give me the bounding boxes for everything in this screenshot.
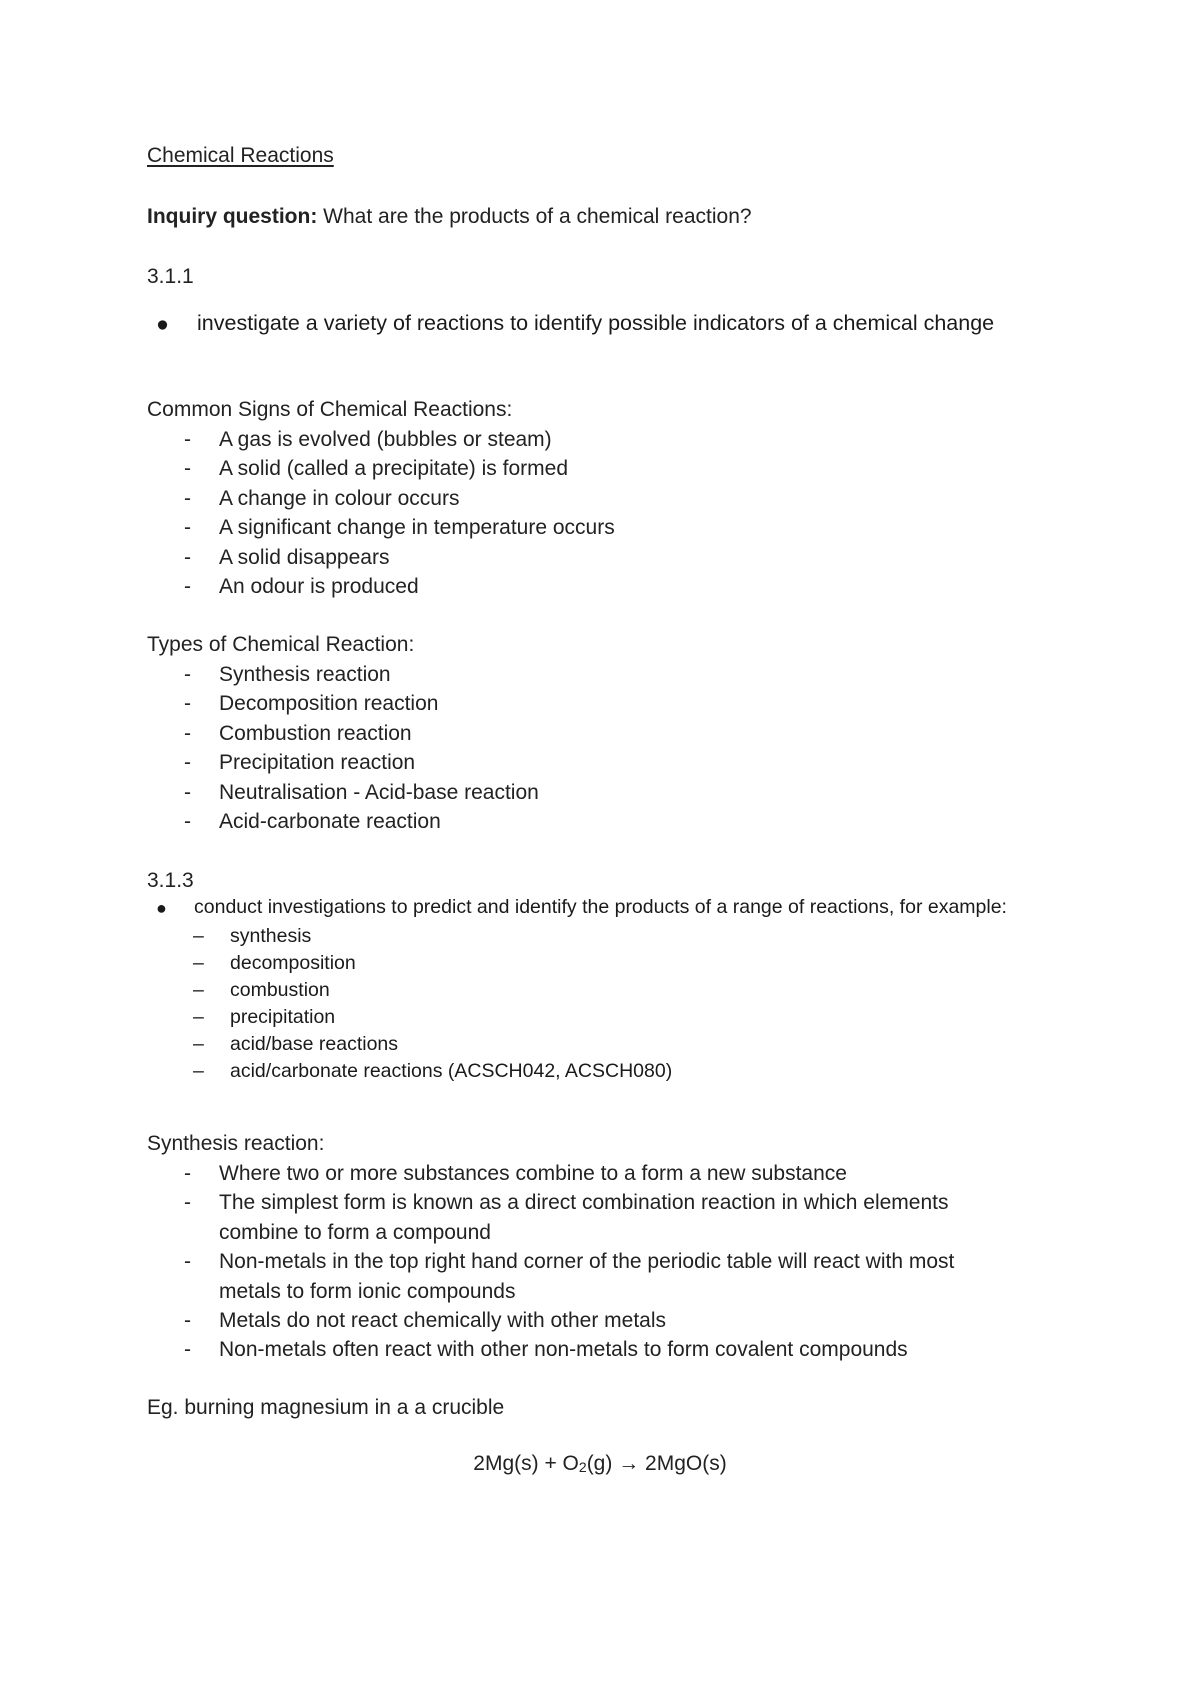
list-item: - Precipitation reaction bbox=[184, 751, 416, 775]
chemical-equation: $2Mg(s) + O_2(g) \to 2MgO(s)$ bbox=[473, 1452, 727, 1475]
list-item: - Decomposition reaction bbox=[184, 692, 439, 716]
page-title: Chemical Reactions bbox=[147, 144, 334, 167]
synthesis-heading: Synthesis reaction: bbox=[147, 1132, 325, 1155]
section-code-3-1-3: 3.1.3 bbox=[147, 869, 194, 892]
types-heading: Types of Chemical Reaction: bbox=[147, 633, 415, 656]
list-item: - Non-metals in the top right hand corner of the periodic table will react with most metals to form ionic compounds bbox=[184, 1250, 955, 1303]
list-item: – synthesis bbox=[193, 925, 312, 947]
list-item: – precipitation bbox=[193, 1006, 336, 1028]
list-item: - A significant change in temperature occurs bbox=[184, 516, 615, 540]
list-item: - Combustion reaction bbox=[184, 721, 412, 745]
list-item: - A solid (called a precipitate) is formed bbox=[184, 457, 568, 481]
list-item: - Non-metals often react with other non-metals to form covalent compounds bbox=[184, 1338, 908, 1362]
list-item: – acid/carbonate reactions (ACSCH042, ACSCH080) bbox=[193, 1060, 673, 1082]
list-item: – decomposition bbox=[193, 952, 356, 974]
list-item: - Where two or more substances combine to a form a new substance bbox=[184, 1162, 847, 1185]
list-item: - Synthesis reaction bbox=[184, 663, 391, 686]
common-signs-list bbox=[147, 425, 615, 601]
list-item: - An odour is produced bbox=[184, 575, 419, 599]
common-signs-heading: Common Signs of Chemical Reactions: bbox=[147, 398, 513, 421]
list-item: - Acid-carbonate reaction bbox=[184, 810, 441, 834]
list-item: – acid/base reactions bbox=[193, 1033, 399, 1055]
inquiry-text: What are the products of a chemical reaction? bbox=[317, 205, 752, 228]
syllabus-examples-list bbox=[147, 923, 672, 1085]
inquiry-label: Inquiry question: bbox=[147, 205, 318, 228]
bullet-icon: ● bbox=[156, 898, 167, 918]
synthesis-list bbox=[147, 1159, 1019, 1365]
list-item: - A gas is evolved (bubbles or steam) bbox=[184, 428, 552, 451]
list-item: - A solid disappears bbox=[184, 545, 390, 569]
syllabus-point-3-1-1: investigate a variety of reactions to identify possible indicators of a chemical change bbox=[197, 311, 995, 335]
list-item: - Neutralisation - Acid-base reaction bbox=[184, 780, 539, 804]
syllabus-point-3-1-3: conduct investigations to predict and identify the products of a range of reactions, for example: bbox=[194, 896, 1007, 918]
list-item: - Metals do not react chemically with other metals bbox=[184, 1309, 667, 1333]
types-list bbox=[147, 660, 539, 836]
example-text: Eg. burning magnesium in a a crucible bbox=[147, 1396, 505, 1419]
list-item: - A change in colour occurs bbox=[184, 486, 460, 510]
inquiry-question bbox=[147, 202, 752, 231]
list-item: - The simplest form is known as a direct combination reaction in which elements combine to form a compound bbox=[184, 1191, 949, 1244]
section-code-3-1-1: 3.1.1 bbox=[147, 265, 194, 288]
bullet-icon: ● bbox=[156, 312, 169, 336]
list-item: – combustion bbox=[193, 979, 330, 1001]
